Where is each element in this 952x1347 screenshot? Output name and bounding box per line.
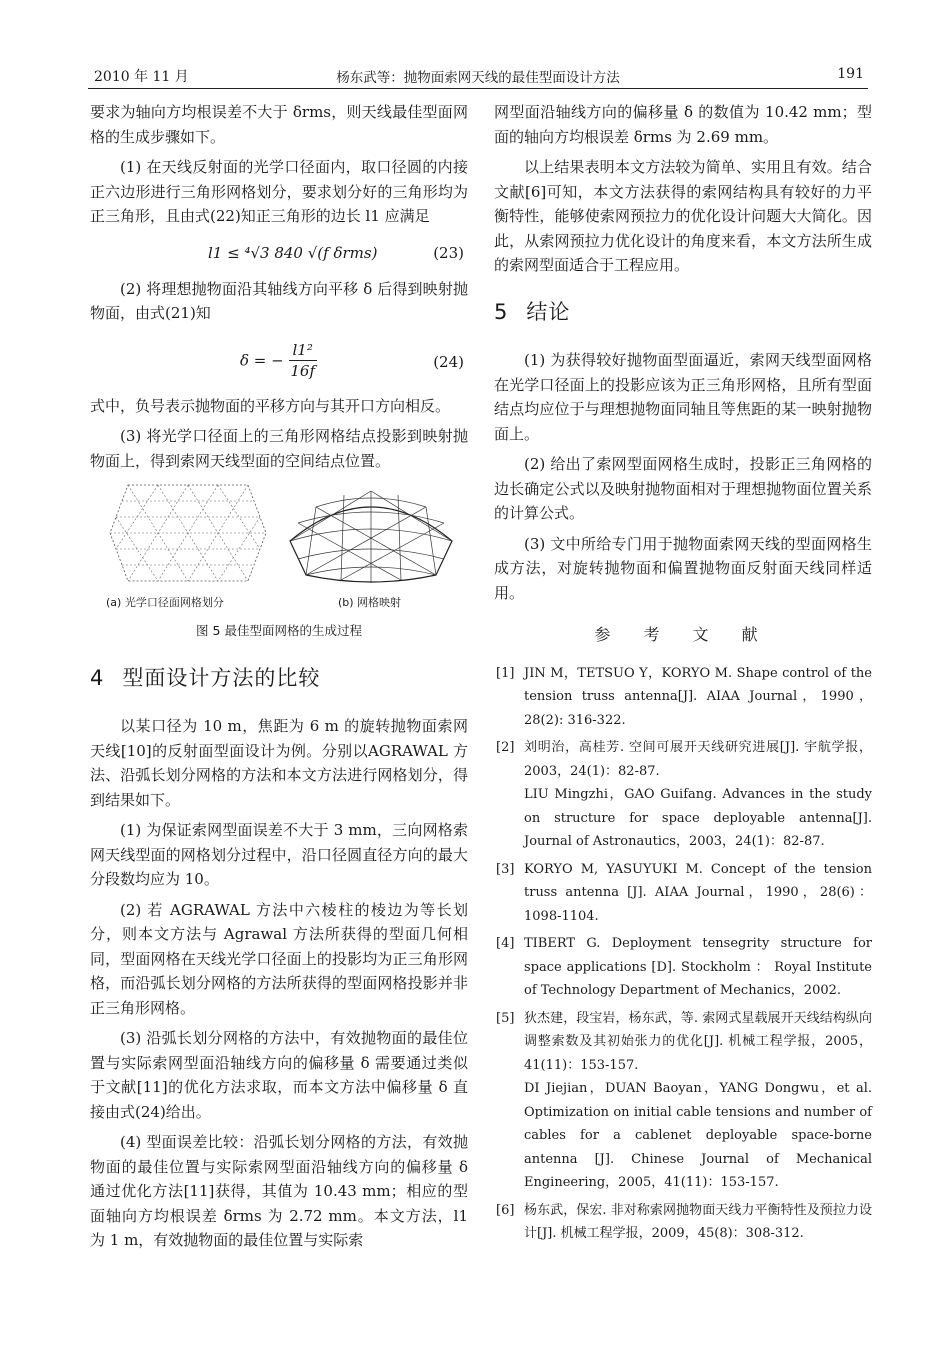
paragraph: 网型面沿轴线方向的偏移量 δ 的数值为 10.42 mm；型面的轴向方均根误差 δrms 为 2.69 mm。 bbox=[494, 103, 872, 146]
reference-text: JIN M，TETSUO Y，KORYO M. Shape control of the tension truss antenna[J]. AIAA Journal，1990，28(2): 316-322. bbox=[524, 665, 872, 728]
reference-translation: DI Jiejian，DUAN Baoyan，YANG Dongwu，et al. Optimization on initial cable tensions and number of cables for a cablenet deployable space-borne antenna [J]. Chinese Journal of Mechanical Engineering，2005，41(11)：153-157. bbox=[524, 1081, 872, 1190]
reference-text: 刘明治，高桂芳. 空间可展开天线研究进展[J]. 宇航学报，2003，24(1)：82-87. bbox=[524, 740, 872, 779]
header-title: 杨东武等：抛物面索网天线的最佳型面设计方法 bbox=[336, 70, 620, 86]
reference-index: [6] bbox=[496, 1202, 515, 1218]
paragraph: (2) 若 AGRAWAL 方法中六棱柱的棱边为等长划分，则本文方法与 Agrawal 方法所获得的型面几何相同，型面网格在天线光学口径面上的投影均为正三角形网格，而沿弧长划分网格的方法所获得的型面网格投影并非正三角形网格。 bbox=[90, 900, 468, 1017]
equation-lhs: δ = − bbox=[240, 350, 284, 369]
references-heading: 参 考 文 献 bbox=[594, 625, 772, 644]
reference-index: [1] bbox=[496, 665, 515, 681]
paragraph: 要求为轴向方均根误差不大于 δrms，则天线最佳型面网格的生成步骤如下。 bbox=[90, 103, 468, 146]
paragraph: (3) 文中所给专门用于抛物面索网天线的型面网格生成方法，对旋转抛物面和偏置抛物面反射面天线同样适用。 bbox=[494, 534, 872, 602]
paragraph: (1) 在天线反射面的光学口径面内，取口径圆的内接正六边形进行三角形网格划分，要求划分好的三角形均为正三角形，且由式(22)知正三角形的边长 l1 应满足 bbox=[90, 158, 468, 225]
paragraph: (3) 沿弧长划分网格的方法中，有效抛物面的最佳位置与实际索网型面沿轴线方向的偏移量 δ 需要通过类似于文献[11]的优化方法求取，而本文方法中偏移量 δ 直接由式(24)给出。 bbox=[90, 1029, 468, 1121]
equation-fraction bbox=[289, 340, 317, 381]
reference-item bbox=[494, 1007, 872, 1195]
reference-list bbox=[494, 662, 872, 1246]
reference-item bbox=[494, 858, 872, 929]
paragraph: (3) 将光学口径面上的三角形网格结点投影到映射抛物面上，得到索网天线型面的空间结点位置。 bbox=[90, 427, 468, 470]
reference-index: [5] bbox=[496, 1010, 515, 1026]
reference-item bbox=[494, 1199, 872, 1246]
section-title: 型面设计方法的比较 bbox=[122, 665, 321, 690]
paragraph: 式中，负号表示抛物面的平移方向与其开口方向相反。 bbox=[90, 396, 451, 415]
mapped-mesh-figure bbox=[286, 479, 456, 587]
figure-5 bbox=[90, 479, 468, 619]
reference-text: KORYO M, YASUYUKI M. Concept of the tension truss antenna [J]. AIAA Journal，1990，28(6)：1098-1104. bbox=[524, 861, 872, 924]
equation-body: l1 ≤ ⁴√3 840 √(f δrms) bbox=[208, 243, 378, 262]
section-title: 结论 bbox=[526, 299, 571, 324]
section-number: 5 bbox=[494, 299, 509, 324]
section-5-heading bbox=[494, 300, 872, 325]
reference-item bbox=[494, 736, 872, 854]
page-number: 191 bbox=[837, 66, 864, 82]
fraction-numerator: l1² bbox=[289, 340, 317, 361]
reference-index: [3] bbox=[496, 861, 515, 877]
equation-number: (23) bbox=[433, 243, 464, 262]
reference-text: 狄杰建，段宝岩，杨东武，等. 索网式星载展开天线结构纵向调整索数及其初始张力的优化[J]. 机械工程学报，2005，41(11)：153-157. bbox=[524, 1010, 872, 1073]
subfigure-a-caption: (a) 光学口径面网格划分 bbox=[106, 596, 224, 609]
reference-item bbox=[494, 932, 872, 1003]
hexagon-grid-figure bbox=[108, 479, 268, 587]
reference-index: [2] bbox=[496, 740, 515, 755]
section-number: 4 bbox=[90, 665, 105, 690]
subfigure-b-caption: (b) 网格映射 bbox=[338, 596, 402, 609]
equation-body bbox=[240, 340, 317, 381]
paragraph: (1) 为保证索网型面误差不大于 3 mm，三向网格索网天线型面的网格划分过程中，沿口径圆直径方向的最大分段数均应为 10。 bbox=[90, 821, 468, 888]
paragraph: (2) 给出了索网型面网格生成时，投影正三角网格的边长确定公式以及映射抛物面相对于理想抛物面位置关系的计算公式。 bbox=[494, 455, 872, 522]
running-header bbox=[88, 62, 868, 89]
figure-caption: 图 5 最佳型面网格的生成过程 bbox=[196, 623, 362, 638]
equation-24 bbox=[90, 332, 468, 390]
left-column bbox=[90, 100, 468, 1259]
reference-text: TIBERT G. Deployment tensegrity structure for space applications [D]. Stockholm ： Royal Institute of Technology Department of Mechanics，2002. bbox=[524, 936, 872, 998]
reference-index: [4] bbox=[496, 936, 515, 951]
paragraph: (1) 为获得较好抛物面型面逼近，索网天线型面网格在光学口径面上的投影应该为正三角形网格，且所有型面结点均应位于与理想抛物面同轴且等焦距的某一映射抛物面上。 bbox=[494, 351, 872, 443]
paragraph: 以某口径为 10 m，焦距为 6 m 的旋转抛物面索网天线[10]的反射面型面设计为例。分别以AGRAWAL 方法、沿弧长划分网格的方法和本文方法进行网格划分，得到结果如下。 bbox=[90, 717, 468, 809]
reference-item bbox=[494, 662, 872, 733]
equation-number: (24) bbox=[433, 352, 464, 371]
right-column bbox=[494, 100, 872, 1250]
reference-translation: LIU Mingzhi，GAO Guifang. Advances in the study on structure for space deployable antenna[J]. Journal of Astronautics，2003，24(1)：82-87. bbox=[524, 787, 872, 849]
reference-text: 杨东武，保宏. 非对称索网抛物面天线力平衡特性及预拉力设计[J]. 机械工程学报，2009，45(8)：308-312. bbox=[524, 1202, 872, 1241]
section-4-heading bbox=[90, 666, 468, 691]
paragraph: 以上结果表明本文方法较为简单、实用且有效。结合文献[6]可知，本文方法获得的索网结构具有较好的力平衡特性，能够使索网预拉力的优化设计问题大大简化。因此，从索网预拉力优化设计的角度来看，本文方法所生成的索网型面适合于工程应用。 bbox=[494, 158, 872, 274]
equation-23 bbox=[90, 235, 468, 273]
header-date: 2010 年 11 月 bbox=[94, 69, 189, 85]
fraction-denominator: 16f bbox=[290, 361, 315, 380]
paragraph: (4) 型面误差比较：沿弧长划分网格的方法，有效抛物面的最佳位置与实际索网型面沿轴线方向的偏移量 δ 通过优化方法[11]获得，其值为 10.43 mm；相应的型面轴向方均根误差 δrms 为 2.72 mm。本文方法，l1 为 1 m，有效抛物面的最佳位置与实际索 bbox=[90, 1133, 468, 1249]
paragraph: (2) 将理想抛物面沿其轴线方向平移 δ 后得到映射抛物面，由式(21)知 bbox=[90, 279, 468, 322]
